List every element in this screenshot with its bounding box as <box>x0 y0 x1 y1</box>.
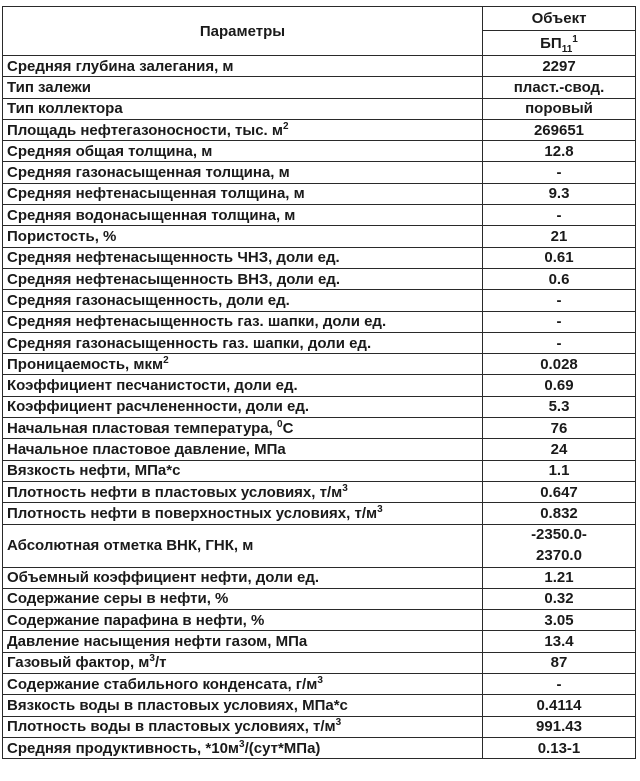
value-cell <box>483 439 636 460</box>
value-text: 9.3 <box>548 185 570 203</box>
value-cell <box>483 56 636 77</box>
value-cell <box>483 737 636 758</box>
value-text: 0.69 <box>544 377 574 395</box>
value-text: 991.43 <box>536 718 582 736</box>
table-row <box>3 439 636 460</box>
parameter-cell <box>3 98 483 119</box>
parameter-cell <box>3 141 483 162</box>
parameter-cell <box>3 503 483 524</box>
value-text: 1.1 <box>548 462 570 480</box>
value-text: 0.32 <box>544 590 574 608</box>
parameter-label: Тип коллектора <box>7 100 123 118</box>
object-header: Объект <box>483 7 636 31</box>
parameter-label: Средняя нефтенасыщенность ВНЗ, доли ед. <box>7 270 340 288</box>
value-text: 1.21 <box>544 569 574 587</box>
table-row <box>3 652 636 673</box>
parameter-superscript: 2 <box>282 120 289 132</box>
parameter-superscript: 3 <box>342 482 348 494</box>
table-row <box>3 56 636 77</box>
params-header: Параметры <box>3 7 483 56</box>
value-cell <box>483 119 636 140</box>
value-cell <box>483 332 636 353</box>
parameter-cell <box>3 588 483 609</box>
value-cell <box>483 375 636 396</box>
value-cell <box>483 503 636 524</box>
parameter-label: Средняя глубина залегания, м <box>7 57 234 75</box>
parameter-label: Проницаемость, мкм <box>7 355 164 373</box>
parameter-cell <box>3 695 483 716</box>
parameter-cell <box>3 396 483 417</box>
value-text: 0.4114 <box>536 696 582 714</box>
parameter-label: Средняя водонасыщенная толщина, м <box>7 206 296 224</box>
value-cell <box>483 290 636 311</box>
value-text: 87 <box>550 654 568 672</box>
value-cell <box>483 141 636 162</box>
parameter-cell <box>3 716 483 737</box>
value-cell <box>483 631 636 652</box>
parameter-label: Плотность нефти в пластовых условиях, т/м <box>7 483 343 501</box>
value-text: 0.6 <box>548 270 570 288</box>
parameter-label: Газовый фактор, м <box>7 654 150 672</box>
parameter-label: Коэффициент расчлененности, доли ед. <box>7 398 310 416</box>
parameter-label: Начальное пластовое давление, МПа <box>7 440 286 458</box>
value-cell <box>483 567 636 588</box>
value-text-line2: 2370.0 <box>536 546 582 564</box>
parameter-cell <box>3 481 483 502</box>
value-text: 0.647 <box>540 483 578 501</box>
table-row <box>3 205 636 226</box>
object-code-header <box>483 31 636 56</box>
parameter-cell <box>3 375 483 396</box>
parameter-cell <box>3 418 483 439</box>
value-cell <box>483 268 636 289</box>
value-cell <box>483 524 636 567</box>
value-text: - <box>556 291 562 309</box>
table-row <box>3 695 636 716</box>
parameter-superscript: 3 <box>317 674 323 686</box>
parameter-superscript: 2 <box>163 354 169 366</box>
table-row <box>3 567 636 588</box>
parameter-label: Коэффициент песчанистости, доли ед. <box>7 377 298 395</box>
value-text: 21 <box>550 228 568 246</box>
parameter-cell <box>3 439 483 460</box>
parameter-cell <box>3 524 483 567</box>
parameter-cell <box>3 162 483 183</box>
table-row <box>3 674 636 695</box>
parameter-cell <box>3 610 483 631</box>
value-text: 76 <box>550 419 568 437</box>
value-text: 5.3 <box>548 398 570 416</box>
value-cell <box>483 247 636 268</box>
value-cell <box>483 162 636 183</box>
table-row <box>3 141 636 162</box>
value-text: 0.832 <box>540 504 578 522</box>
object-code: БП <box>540 34 562 52</box>
value-text: 0.13-1 <box>537 739 581 757</box>
value-cell <box>483 396 636 417</box>
parameter-label: Средняя продуктивность, *10м <box>7 739 240 757</box>
value-cell <box>483 716 636 737</box>
value-cell <box>483 610 636 631</box>
table-row <box>3 77 636 98</box>
parameter-label: Средняя общая толщина, м <box>7 142 213 160</box>
parameter-cell <box>3 652 483 673</box>
value-cell <box>483 354 636 375</box>
value-cell <box>483 226 636 247</box>
value-text: - <box>556 334 562 352</box>
object-code-sub: 11 <box>561 43 573 55</box>
parameter-superscript: 3 <box>149 653 155 665</box>
value-cell <box>483 481 636 502</box>
value-cell <box>483 418 636 439</box>
parameter-label: Средняя газонасыщенная толщина, м <box>7 164 290 182</box>
parameter-cell <box>3 247 483 268</box>
value-cell <box>483 460 636 481</box>
value-text: - <box>556 313 562 331</box>
value-text: - <box>556 164 562 182</box>
value-cell <box>483 183 636 204</box>
table-row <box>3 119 636 140</box>
table-row <box>3 268 636 289</box>
parameter-superscript: 3 <box>377 503 383 515</box>
parameter-superscript: 0 <box>277 418 283 430</box>
parameter-cell <box>3 119 483 140</box>
parameter-cell <box>3 354 483 375</box>
parameter-cell <box>3 226 483 247</box>
object-code-sup: 1 <box>572 33 578 45</box>
parameter-cell <box>3 77 483 98</box>
table-row <box>3 396 636 417</box>
parameter-cell <box>3 311 483 332</box>
value-text: 3.05 <box>544 611 574 629</box>
parameter-label: Содержание серы в нефти, % <box>7 590 229 608</box>
parameter-label: Содержание стабильного конденсата, г/м <box>7 675 318 693</box>
table-row <box>3 375 636 396</box>
table-row <box>3 162 636 183</box>
value-cell <box>483 311 636 332</box>
parameter-cell <box>3 332 483 353</box>
table-row <box>3 524 636 567</box>
parameter-cell <box>3 460 483 481</box>
parameter-label: Средняя газонасыщенность, доли ед. <box>7 291 290 309</box>
table-row <box>3 503 636 524</box>
value-text: 0.61 <box>544 249 574 267</box>
value-text: поровый <box>525 100 593 118</box>
table-row <box>3 183 636 204</box>
value-text: 269651 <box>533 121 585 139</box>
value-cell <box>483 652 636 673</box>
parameters-table <box>2 6 636 759</box>
table-row <box>3 631 636 652</box>
value-text: 2297 <box>542 57 576 75</box>
parameter-label: Средняя нефтенасыщенная толщина, м <box>7 185 305 203</box>
table-row <box>3 332 636 353</box>
parameter-label: Средняя нефтенасыщенность ЧНЗ, доли ед. <box>7 249 340 267</box>
parameter-label: Площадь нефтегазоносности, тыс. м <box>7 121 283 139</box>
value-cell <box>483 674 636 695</box>
parameter-label-tail: /т <box>154 654 167 672</box>
value-cell <box>483 695 636 716</box>
parameter-cell <box>3 56 483 77</box>
parameter-label: Давление насыщения нефти газом, МПа <box>7 633 308 651</box>
parameter-label: Тип залежи <box>7 78 91 96</box>
value-text: - <box>556 206 562 224</box>
parameter-label: Вязкость нефти, МПа*с <box>7 462 181 480</box>
table-row <box>3 737 636 758</box>
value-text: 0.028 <box>540 355 578 373</box>
value-text: 24 <box>550 440 568 458</box>
value-text: пласт.-свод. <box>513 78 605 96</box>
parameter-cell <box>3 183 483 204</box>
value-cell <box>483 205 636 226</box>
parameter-cell <box>3 737 483 758</box>
value-text: 12.8 <box>544 142 574 160</box>
value-text: 13.4 <box>544 633 574 651</box>
parameter-label-tail: /(сут*МПа) <box>244 739 321 757</box>
parameter-label: Содержание парафина в нефти, % <box>7 611 265 629</box>
parameter-superscript: 3 <box>239 738 245 750</box>
parameter-label: Средняя нефтенасыщенность газ. шапки, доли ед. <box>7 313 387 331</box>
value-text: - <box>556 675 562 693</box>
parameter-cell <box>3 567 483 588</box>
parameter-label: Пористость, % <box>7 228 117 246</box>
parameter-label-tail: С <box>282 419 294 437</box>
table-row <box>3 481 636 502</box>
parameter-label: Абсолютная отметка ВНК, ГНК, м <box>7 537 254 555</box>
parameter-label: Плотность воды в пластовых условиях, т/м <box>7 718 336 736</box>
parameter-cell <box>3 290 483 311</box>
table-row <box>3 98 636 119</box>
value-text: -2350.0- <box>531 526 587 544</box>
table-row <box>3 418 636 439</box>
parameter-label: Начальная пластовая температура, <box>7 419 277 437</box>
value-cell <box>483 77 636 98</box>
table-row <box>3 226 636 247</box>
parameter-label: Средняя газонасыщенность газ. шапки, доли ед. <box>7 334 372 352</box>
value-cell <box>483 588 636 609</box>
table-row <box>3 311 636 332</box>
table-row <box>3 460 636 481</box>
parameter-label: Плотность нефти в поверхностных условиях, т/м <box>7 504 378 522</box>
parameter-superscript: 3 <box>335 717 342 729</box>
parameter-label: Объемный коэффициент нефти, доли ед. <box>7 569 320 587</box>
table-row <box>3 588 636 609</box>
table-row <box>3 290 636 311</box>
table-row <box>3 247 636 268</box>
parameter-cell <box>3 674 483 695</box>
table-body <box>3 56 636 759</box>
value-cell <box>483 98 636 119</box>
parameter-cell <box>3 205 483 226</box>
parameter-cell <box>3 631 483 652</box>
parameter-cell <box>3 268 483 289</box>
parameter-label: Вязкость воды в пластовых условиях, МПа*с <box>7 696 348 714</box>
table-row <box>3 354 636 375</box>
table-row <box>3 716 636 737</box>
table-row <box>3 610 636 631</box>
